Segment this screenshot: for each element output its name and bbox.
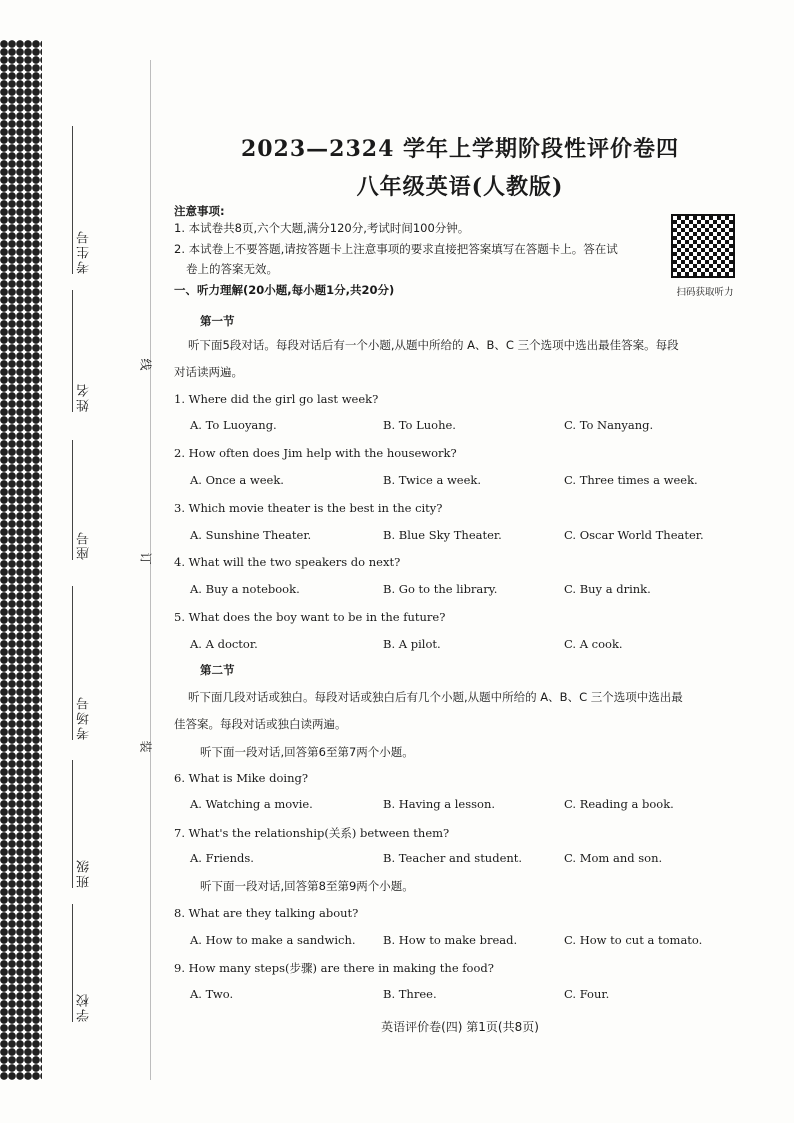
option-c: C. Three times a week. xyxy=(564,473,698,487)
option-c: C. Four. xyxy=(564,987,610,1001)
field-school: 学校 xyxy=(72,904,98,1022)
option-b: B. Teacher and student. xyxy=(383,851,523,865)
question-6: 6. What is Mike doing? xyxy=(174,771,309,785)
option-c: C. A cook. xyxy=(564,637,623,651)
field-class: 班级 xyxy=(72,760,98,888)
question-5: 5. What does the boy want to be in the future? xyxy=(174,610,446,624)
page-footer: 英语评价卷(四) 第1页(共8页) xyxy=(381,1020,539,1034)
option-c: C. To Nanyang. xyxy=(564,418,654,432)
field-room: 考场号 xyxy=(72,586,98,740)
qr-caption: 扫码获取听力 xyxy=(676,287,734,298)
question-4: 4. What will the two speakers do next? xyxy=(174,555,401,569)
field-seat: 座号 xyxy=(72,440,98,560)
question-3: 3. Which movie theater is the best in the city? xyxy=(174,501,443,515)
field-name: 姓名 xyxy=(72,290,98,412)
option-b: B. To Luohe. xyxy=(383,418,456,432)
part1-heading: 一、听力理解(20小题,每小题1分,共20分) xyxy=(174,283,395,297)
option-a: A. How to make a sandwich. xyxy=(190,933,356,947)
option-a: A. Buy a notebook. xyxy=(190,582,300,596)
option-b: B. Three. xyxy=(383,987,437,1001)
option-b: B. Having a lesson. xyxy=(383,797,496,811)
binding-line xyxy=(150,60,151,1080)
option-a: A. To Luoyang. xyxy=(190,418,277,432)
option-b: B. Go to the library. xyxy=(383,582,498,596)
question-1: 1. Where did the girl go last week? xyxy=(174,392,379,406)
option-c: C. Mom and son. xyxy=(564,851,663,865)
question-8: 8. What are they talking about? xyxy=(174,906,359,920)
cut-mark-bind: 订 xyxy=(138,552,153,565)
cut-mark-pack: 装 xyxy=(138,740,153,753)
option-c: C. Reading a book. xyxy=(564,797,674,811)
section-instruction: 对话读两遍。 xyxy=(174,365,243,379)
section-label: 第一节 xyxy=(200,314,235,328)
option-a: A. Once a week. xyxy=(190,473,284,487)
notice-heading: 注意事项: xyxy=(174,204,225,218)
option-b: B. A pilot. xyxy=(383,637,441,651)
section-instruction: 佳答案。每段对话或独白读两遍。 xyxy=(174,717,347,731)
sub-instruction: 听下面一段对话,回答第8至第9两个小题。 xyxy=(200,879,414,893)
option-a: A. Friends. xyxy=(190,851,254,865)
option-a: A. Sunshine Theater. xyxy=(190,528,312,542)
option-a: A. Watching a movie. xyxy=(190,797,313,811)
section-instruction: 听下面几段对话或独白。每段对话或独白后有几个小题,从题中所给的 A、B、C 三个选项中选出最 xyxy=(188,690,683,704)
option-a: A. A doctor. xyxy=(190,637,258,651)
section-label: 第二节 xyxy=(200,663,235,677)
notice-item: 卷上的答案无效。 xyxy=(186,262,278,276)
question-2: 2. How often does Jim help with the housework? xyxy=(174,446,457,460)
page-subtitle: 八年级英语(人教版) xyxy=(356,174,564,200)
option-b: B. How to make bread. xyxy=(383,933,518,947)
option-c: C. Buy a drink. xyxy=(564,582,651,596)
qr-code-icon[interactable] xyxy=(671,214,735,278)
notice-item: 1. 本试卷共8页,六个大题,满分120分,考试时间100分钟。 xyxy=(174,221,470,235)
option-a: A. Two. xyxy=(190,987,234,1001)
page-title: 2023—2324 学年上学期阶段性评价卷四 xyxy=(240,136,680,162)
option-b: B. Twice a week. xyxy=(383,473,482,487)
notice-item: 2. 本试卷上不要答题,请按答题卡上注意事项的要求直接把答案填写在答题卡上。答在试 xyxy=(174,242,618,256)
section-instruction: 听下面5段对话。每段对话后有一个小题,从题中所给的 A、B、C 三个选项中选出最佳答案。每段 xyxy=(188,338,679,352)
option-c: C. How to cut a tomato. xyxy=(564,933,703,947)
question-9: 9. How many steps(步骤) are there in making the food? xyxy=(174,961,494,975)
option-c: C. Oscar World Theater. xyxy=(564,528,704,542)
field-exam-number: 考生号 xyxy=(72,126,98,274)
cut-mark-line: 线 xyxy=(138,358,153,371)
binding-pattern-strip xyxy=(0,40,42,1080)
sub-instruction: 听下面一段对话,回答第6至第7两个小题。 xyxy=(200,745,414,759)
option-b: B. Blue Sky Theater. xyxy=(383,528,502,542)
question-7: 7. What's the relationship(关系) between them? xyxy=(174,826,450,840)
